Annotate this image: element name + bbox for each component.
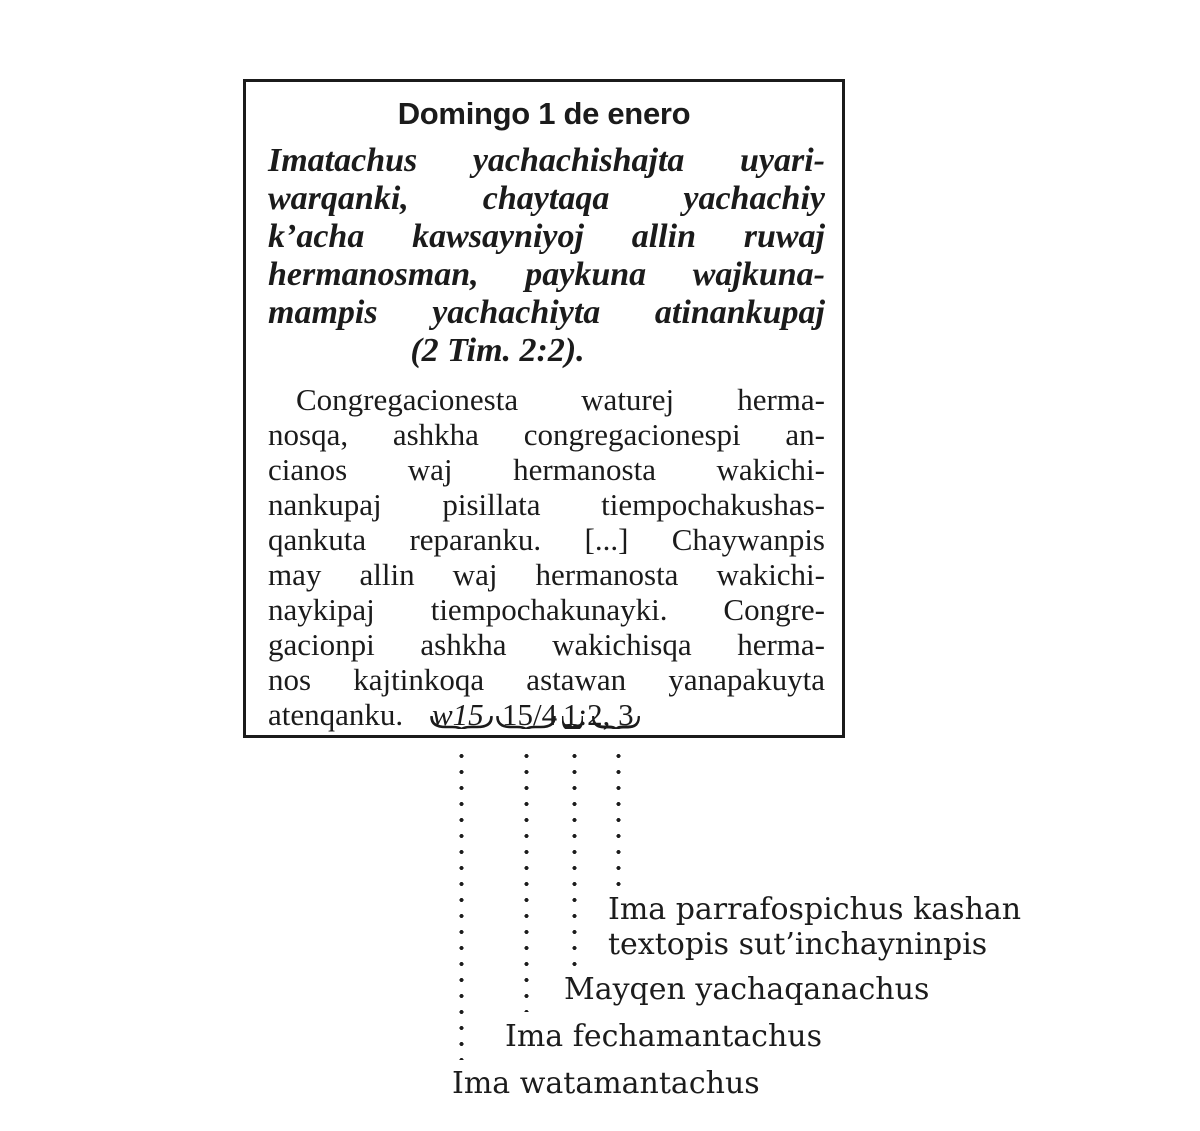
box-title-date: Domingo 1 de enero xyxy=(397,96,691,131)
paragraph-last-word: atenqanku. xyxy=(268,697,404,732)
paragraph-line: naykipaj tiempochakunayki. Congre- xyxy=(268,592,825,627)
callout-label-article: Mayqen yachaqanachus xyxy=(564,972,930,1007)
verse-line: mampis yachachiyta atinankupaj xyxy=(268,294,825,331)
comment-paragraph xyxy=(268,382,825,732)
underbrace-icon xyxy=(592,716,640,729)
paragraph-line: qankuta reparanku. [...] Chaywanpis xyxy=(268,522,825,557)
verse-line: warqanki, chaytaqa yachachiy xyxy=(268,180,825,217)
callout-label-year: Ima watamantachus xyxy=(452,1066,760,1101)
underbrace-icon xyxy=(496,716,556,729)
callout-line-year xyxy=(459,748,464,1060)
paragraph-line: nosqa, ashkha congregacionespi an- xyxy=(268,417,825,452)
reference-publication-year: w15 xyxy=(432,697,484,732)
reference-paragraph-numbers: 2, 3 xyxy=(587,697,634,732)
paragraph-line: gacionpi ashkha wakichisqa herma- xyxy=(268,627,825,662)
verse-line: k’acha kawsayniyoj allin ruwaj xyxy=(268,218,825,255)
daily-text-study-box xyxy=(243,79,845,738)
callout-line-article xyxy=(572,748,577,968)
callout-line-paragraphs xyxy=(616,748,621,892)
verse-citation: (2 Tim. 2:2). xyxy=(410,332,585,369)
verse-line: Imatachus yachachishajta uyari- xyxy=(268,142,825,179)
callout-line-date xyxy=(524,748,529,1012)
theme-scripture xyxy=(268,142,825,370)
reference-issue-date: 15/4 xyxy=(502,697,558,732)
verse-line: hermanosman, paykuna wajkuna- xyxy=(268,256,825,293)
paragraph-line: nos kajtinkoqa astawan yanapakuyta xyxy=(268,662,825,697)
callout-label-date: Ima fechamantachus xyxy=(505,1019,823,1054)
underbrace-icon xyxy=(562,716,583,729)
callout-label-paragraphs xyxy=(608,892,1021,962)
paragraph-line: Congregacionesta waturej herma- xyxy=(296,382,825,417)
reference-study-number: 1: xyxy=(563,697,588,732)
callout-label-line: Ima parrafospichus kashan xyxy=(608,892,1022,927)
underbrace-icon xyxy=(430,716,493,729)
paragraph-line: cianos waj hermanosta wakichi- xyxy=(268,452,825,487)
paragraph-line: may allin waj hermanosta wakichi- xyxy=(268,557,825,592)
paragraph-line: nankupaj pisillata tiempochakushas- xyxy=(268,487,825,522)
callout-label-line: textopis sut’inchayninpis xyxy=(608,927,988,962)
